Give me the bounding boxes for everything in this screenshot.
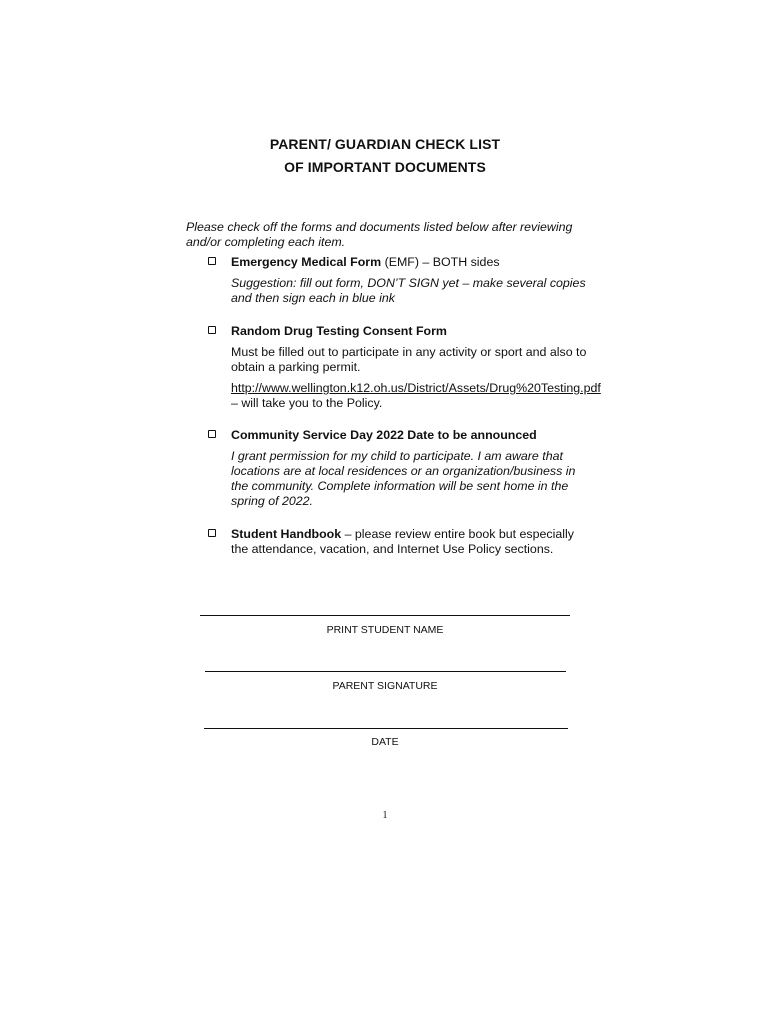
intro-text: Please check off the forms and documents listed below after reviewing and/or completing each item. [186, 220, 573, 249]
document-title-line2: OF IMPORTANT DOCUMENTS [284, 159, 486, 175]
document-title-line1: PARENT/ GUARDIAN CHECK LIST [269, 136, 501, 152]
policy-link-line [208, 381, 601, 411]
checklist-item-drug-testing-form [208, 324, 601, 411]
item-body: I grant permission for my child to participate. I am aware that locations are at local residences or an organization/business in the community. Complete information will be sent home in the spring of 2022. [231, 449, 576, 508]
item-title: Student Handbook [231, 527, 342, 541]
checkbox[interactable] [208, 257, 216, 265]
policy-link-suffix: – will take you to the Policy. [231, 396, 383, 410]
checkbox[interactable] [208, 529, 216, 537]
checkbox[interactable] [208, 430, 216, 438]
item-title: Emergency Medical Form [231, 255, 382, 269]
item-title-suffix: – please review entire book but especially the attendance, vacation, and Internet Use Policy sections. [231, 527, 574, 556]
checklist-item-emergency-medical-form [208, 255, 588, 306]
date-line[interactable] [204, 728, 568, 729]
item-title: Community Service Day 2022 Date to be announced [231, 428, 537, 442]
student-name-line[interactable] [200, 615, 570, 616]
policy-link[interactable]: http://www.wellington.k12.oh.us/District/Assets/Drug%20Testing.pdf [231, 381, 601, 395]
student-name-label: PRINT STUDENT NAME [326, 624, 444, 636]
item-body: Suggestion: fill out form, DON’T SIGN yet – make several copies and then sign each in blue ink [231, 276, 586, 305]
checklist-item-community-service-day [208, 428, 588, 509]
item-title-suffix: (EMF) – BOTH sides [381, 255, 500, 269]
parent-signature-label: PARENT SIGNATURE [332, 680, 438, 692]
checklist-item-student-handbook [208, 527, 588, 557]
parent-signature-line[interactable] [205, 671, 566, 672]
checkbox[interactable] [208, 326, 216, 334]
date-label: DATE [371, 736, 399, 748]
item-body: Must be filled out to participate in any activity or sport and also to obtain a parking permit. [231, 345, 587, 374]
item-title: Random Drug Testing Consent Form [231, 324, 447, 338]
page-number: 1 [382, 810, 388, 821]
